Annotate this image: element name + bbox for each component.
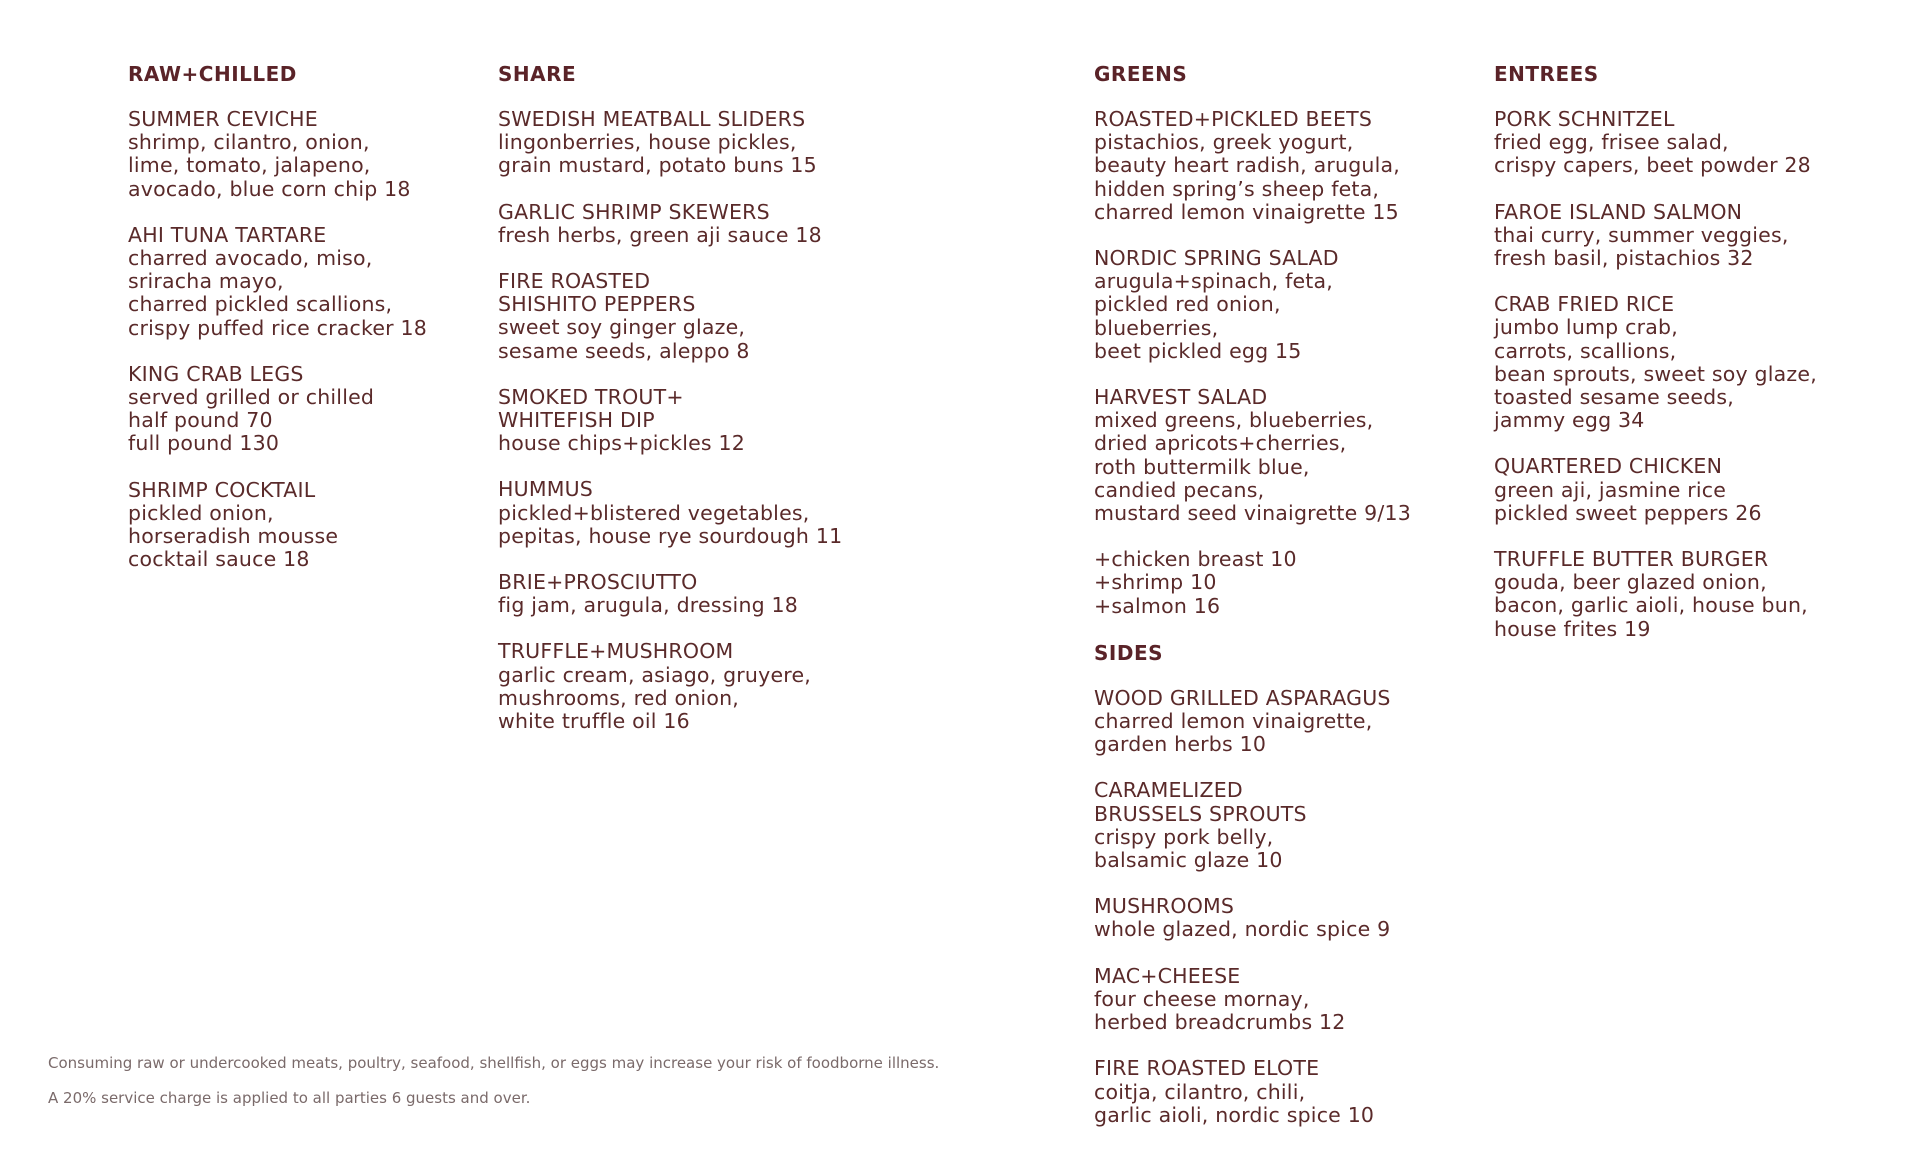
menu-item-description: +salmon 16 — [1094, 593, 1221, 618]
menu-item-name: HUMMUS — [498, 477, 594, 502]
menu-item — [1094, 108, 1411, 224]
menu-item — [498, 270, 842, 363]
menu-item-description: green aji, jasmine rice — [1494, 477, 1727, 502]
menu-item-description: crispy pork belly, — [1094, 824, 1274, 849]
menu-item-description: balsamic glaze 10 — [1094, 848, 1283, 873]
menu-item-description: charred avocado, miso, — [128, 246, 373, 271]
column-greens-sides — [1094, 62, 1411, 1150]
menu-item-name: SHRIMP COCKTAIL — [128, 477, 316, 502]
menu-item-name: NORDIC SPRING SALAD — [1094, 246, 1339, 271]
menu-section — [128, 62, 427, 571]
menu-item-name: CRAB FRIED RICE — [1494, 292, 1675, 317]
menu-item-name: MUSHROOMS — [1094, 894, 1235, 919]
menu-item-name: GARLIC SHRIMP SKEWERS — [498, 199, 770, 224]
menu-item — [1094, 779, 1411, 872]
menu-item — [498, 478, 842, 548]
menu-item-name: FIRE ROASTED ELOTE — [1094, 1056, 1320, 1081]
menu-item-description: fried egg, frisee salad, — [1494, 130, 1729, 155]
menu-item-name: AHI TUNA TARTARE — [128, 222, 327, 247]
menu-item-description: crispy capers, beet powder 28 — [1494, 153, 1811, 178]
menu-item-description: grain mustard, potato buns 15 — [498, 153, 817, 178]
menu-item — [1094, 247, 1411, 363]
menu-item-description: pickled red onion, — [1094, 292, 1281, 317]
menu-item-description: crispy puffed rice cracker 18 — [128, 315, 427, 340]
menu-item — [498, 108, 842, 178]
menu-item-description: sesame seeds, aleppo 8 — [498, 338, 750, 363]
menu-item-description: BRUSSELS SPROUTS — [1094, 801, 1307, 826]
menu-item — [1494, 201, 1817, 271]
menu-item-description: pickled sweet peppers 26 — [1494, 500, 1762, 525]
menu-item-description: pickled+blistered vegetables, — [498, 500, 810, 525]
column-raw-chilled — [128, 62, 427, 594]
menu-item — [1494, 548, 1817, 641]
menu-item-description: fresh basil, pistachios 32 — [1494, 246, 1754, 271]
menu-item-description: avocado, blue corn chip 18 — [128, 176, 411, 201]
menu-item-name: FAROE ISLAND SALMON — [1494, 199, 1743, 224]
menu-item — [128, 363, 427, 456]
menu-item-description: bacon, garlic aioli, house bun, — [1494, 593, 1808, 618]
menu-item — [498, 386, 842, 456]
menu-item — [1094, 895, 1411, 941]
menu-item-description: charred pickled scallions, — [128, 292, 393, 317]
menu-item-name: PORK SCHNITZEL — [1494, 107, 1675, 131]
menu-item-name: HARVEST SALAD — [1094, 385, 1268, 410]
menu-item-description: garlic aioli, nordic spice 10 — [1094, 1102, 1375, 1127]
foodborne-illness-notice: Consuming raw or undercooked meats, poultry, seafood, shellfish, or eggs may increase your risk of foodborne illness. — [48, 1054, 940, 1072]
menu-item — [128, 479, 427, 572]
menu-item — [1094, 965, 1411, 1035]
menu-item-name: FIRE ROASTED — [498, 269, 651, 294]
menu-item — [1494, 293, 1817, 432]
menu-item-description: fresh herbs, green aji sauce 18 — [498, 222, 822, 247]
menu-item-description: jumbo lump crab, — [1494, 315, 1678, 340]
menu-item-name: SWEDISH MEATBALL SLIDERS — [498, 107, 806, 131]
menu-item — [1094, 687, 1411, 757]
section-title: GREENS — [1094, 62, 1188, 86]
menu-item-description: toasted sesame seeds, — [1494, 385, 1734, 410]
menu-item-description: whole glazed, nordic spice 9 — [1094, 917, 1391, 942]
column-share — [498, 62, 842, 756]
menu-item-description: full pound 130 — [128, 431, 280, 456]
menu-item-name: WOOD GRILLED ASPARAGUS — [1094, 685, 1391, 710]
menu-item-description: pistachios, greek yogurt, — [1094, 130, 1354, 155]
menu-item-name: ROASTED+PICKLED BEETS — [1094, 107, 1373, 131]
column-entrees — [1494, 62, 1817, 664]
menu-item-description: jammy egg 34 — [1494, 408, 1645, 433]
menu-item-name: QUARTERED CHICKEN — [1494, 454, 1723, 479]
menu-item-description: four cheese mornay, — [1094, 986, 1310, 1011]
menu-item-description: herbed breadcrumbs 12 — [1094, 1010, 1346, 1035]
section-title: RAW+CHILLED — [128, 62, 297, 86]
menu-item-description: white truffle oil 16 — [498, 709, 690, 734]
menu-item-description: charred lemon vinaigrette, — [1094, 709, 1373, 734]
menu-item-description: beauty heart radish, arugula, — [1094, 153, 1400, 178]
menu-item-description: house chips+pickles 12 — [498, 431, 746, 456]
menu-item-description: roth buttermilk blue, — [1094, 454, 1310, 479]
menu-item-name: SUMMER CEVICHE — [128, 107, 318, 131]
menu-item-description: thai curry, summer veggies, — [1494, 222, 1789, 247]
menu-item — [1094, 548, 1411, 618]
menu-item-name: BRIE+PROSCIUTTO — [498, 570, 698, 595]
menu-item-description: mushrooms, red onion, — [498, 685, 739, 710]
menu-item-description: bean sprouts, sweet soy glaze, — [1494, 361, 1817, 386]
menu-item-description: SHISHITO PEPPERS — [498, 292, 696, 317]
menu-item-description: horseradish mousse — [128, 524, 339, 549]
menu-item — [128, 224, 427, 340]
section-title: SIDES — [1094, 640, 1164, 665]
menu-section — [1094, 62, 1411, 618]
menu-item-description: served grilled or chilled — [128, 385, 375, 410]
menu-item — [498, 571, 842, 617]
menu-section — [1494, 62, 1817, 641]
menu-item — [1094, 1057, 1411, 1127]
menu-section — [1094, 641, 1411, 1127]
service-charge-notice: A 20% service charge is applied to all parties 6 guests and over. — [48, 1089, 531, 1107]
menu-item-description: garden herbs 10 — [1094, 732, 1267, 757]
menu-item-description: arugula+spinach, feta, — [1094, 269, 1334, 294]
menu-item-name: SMOKED TROUT+ — [498, 384, 684, 409]
menu-item — [498, 201, 842, 247]
menu-item — [1494, 455, 1817, 525]
menu-section — [498, 62, 842, 733]
menu-item-description: shrimp, cilantro, onion, — [128, 130, 370, 155]
menu-item-description: gouda, beer glazed onion, — [1494, 570, 1767, 595]
section-title: SHARE — [498, 62, 577, 86]
menu-item — [498, 640, 842, 733]
menu-item-name: TRUFFLE BUTTER BURGER — [1494, 547, 1769, 572]
menu-item-description: cocktail sauce 18 — [128, 547, 310, 572]
menu-item-description: hidden spring’s sheep feta, — [1094, 176, 1380, 201]
menu-item-description: WHITEFISH DIP — [498, 408, 655, 433]
section-title: ENTREES — [1494, 62, 1599, 86]
menu-item-name: KING CRAB LEGS — [128, 361, 304, 386]
menu-item-description: pickled onion, — [128, 500, 274, 525]
menu-item-description: lingonberries, house pickles, — [498, 130, 797, 155]
menu-item-description: pepitas, house rye sourdough 11 — [498, 523, 843, 548]
menu-item-description: lime, tomato, jalapeno, — [128, 153, 371, 178]
menu-item-name: TRUFFLE+MUSHROOM — [498, 639, 734, 664]
menu-item — [128, 108, 427, 201]
menu-item-name: MAC+CHEESE — [1094, 963, 1241, 988]
menu-item-description: sriracha mayo, — [128, 269, 284, 294]
menu-item-description: house frites 19 — [1494, 616, 1651, 641]
menu-item-description: mustard seed vinaigrette 9/13 — [1094, 501, 1411, 526]
menu-item — [1094, 386, 1411, 525]
menu-item-description: candied pecans, — [1094, 477, 1265, 502]
menu-item-description: carrots, scallions, — [1494, 338, 1677, 363]
menu-item-description: half pound 70 — [128, 408, 273, 433]
menu-item-description: coitja, cilantro, chili, — [1094, 1079, 1306, 1104]
menu-item — [1494, 108, 1817, 178]
menu-item-description: garlic cream, asiago, gruyere, — [498, 662, 811, 687]
menu-item-description: dried apricots+cherries, — [1094, 431, 1347, 456]
menu-item-description: fig jam, arugula, dressing 18 — [498, 593, 799, 618]
menu-item-description: beet pickled egg 15 — [1094, 338, 1302, 363]
menu-item-name: +chicken breast 10 — [1094, 547, 1297, 572]
menu-item-description: +shrimp 10 — [1094, 570, 1217, 595]
menu-item-description: charred lemon vinaigrette 15 — [1094, 199, 1399, 224]
menu-item-description: blueberries, — [1094, 315, 1219, 340]
menu-item-name: CARAMELIZED — [1094, 778, 1243, 803]
menu-item-description: sweet soy ginger glaze, — [498, 315, 746, 340]
menu-item-description: mixed greens, blueberries, — [1094, 408, 1374, 433]
